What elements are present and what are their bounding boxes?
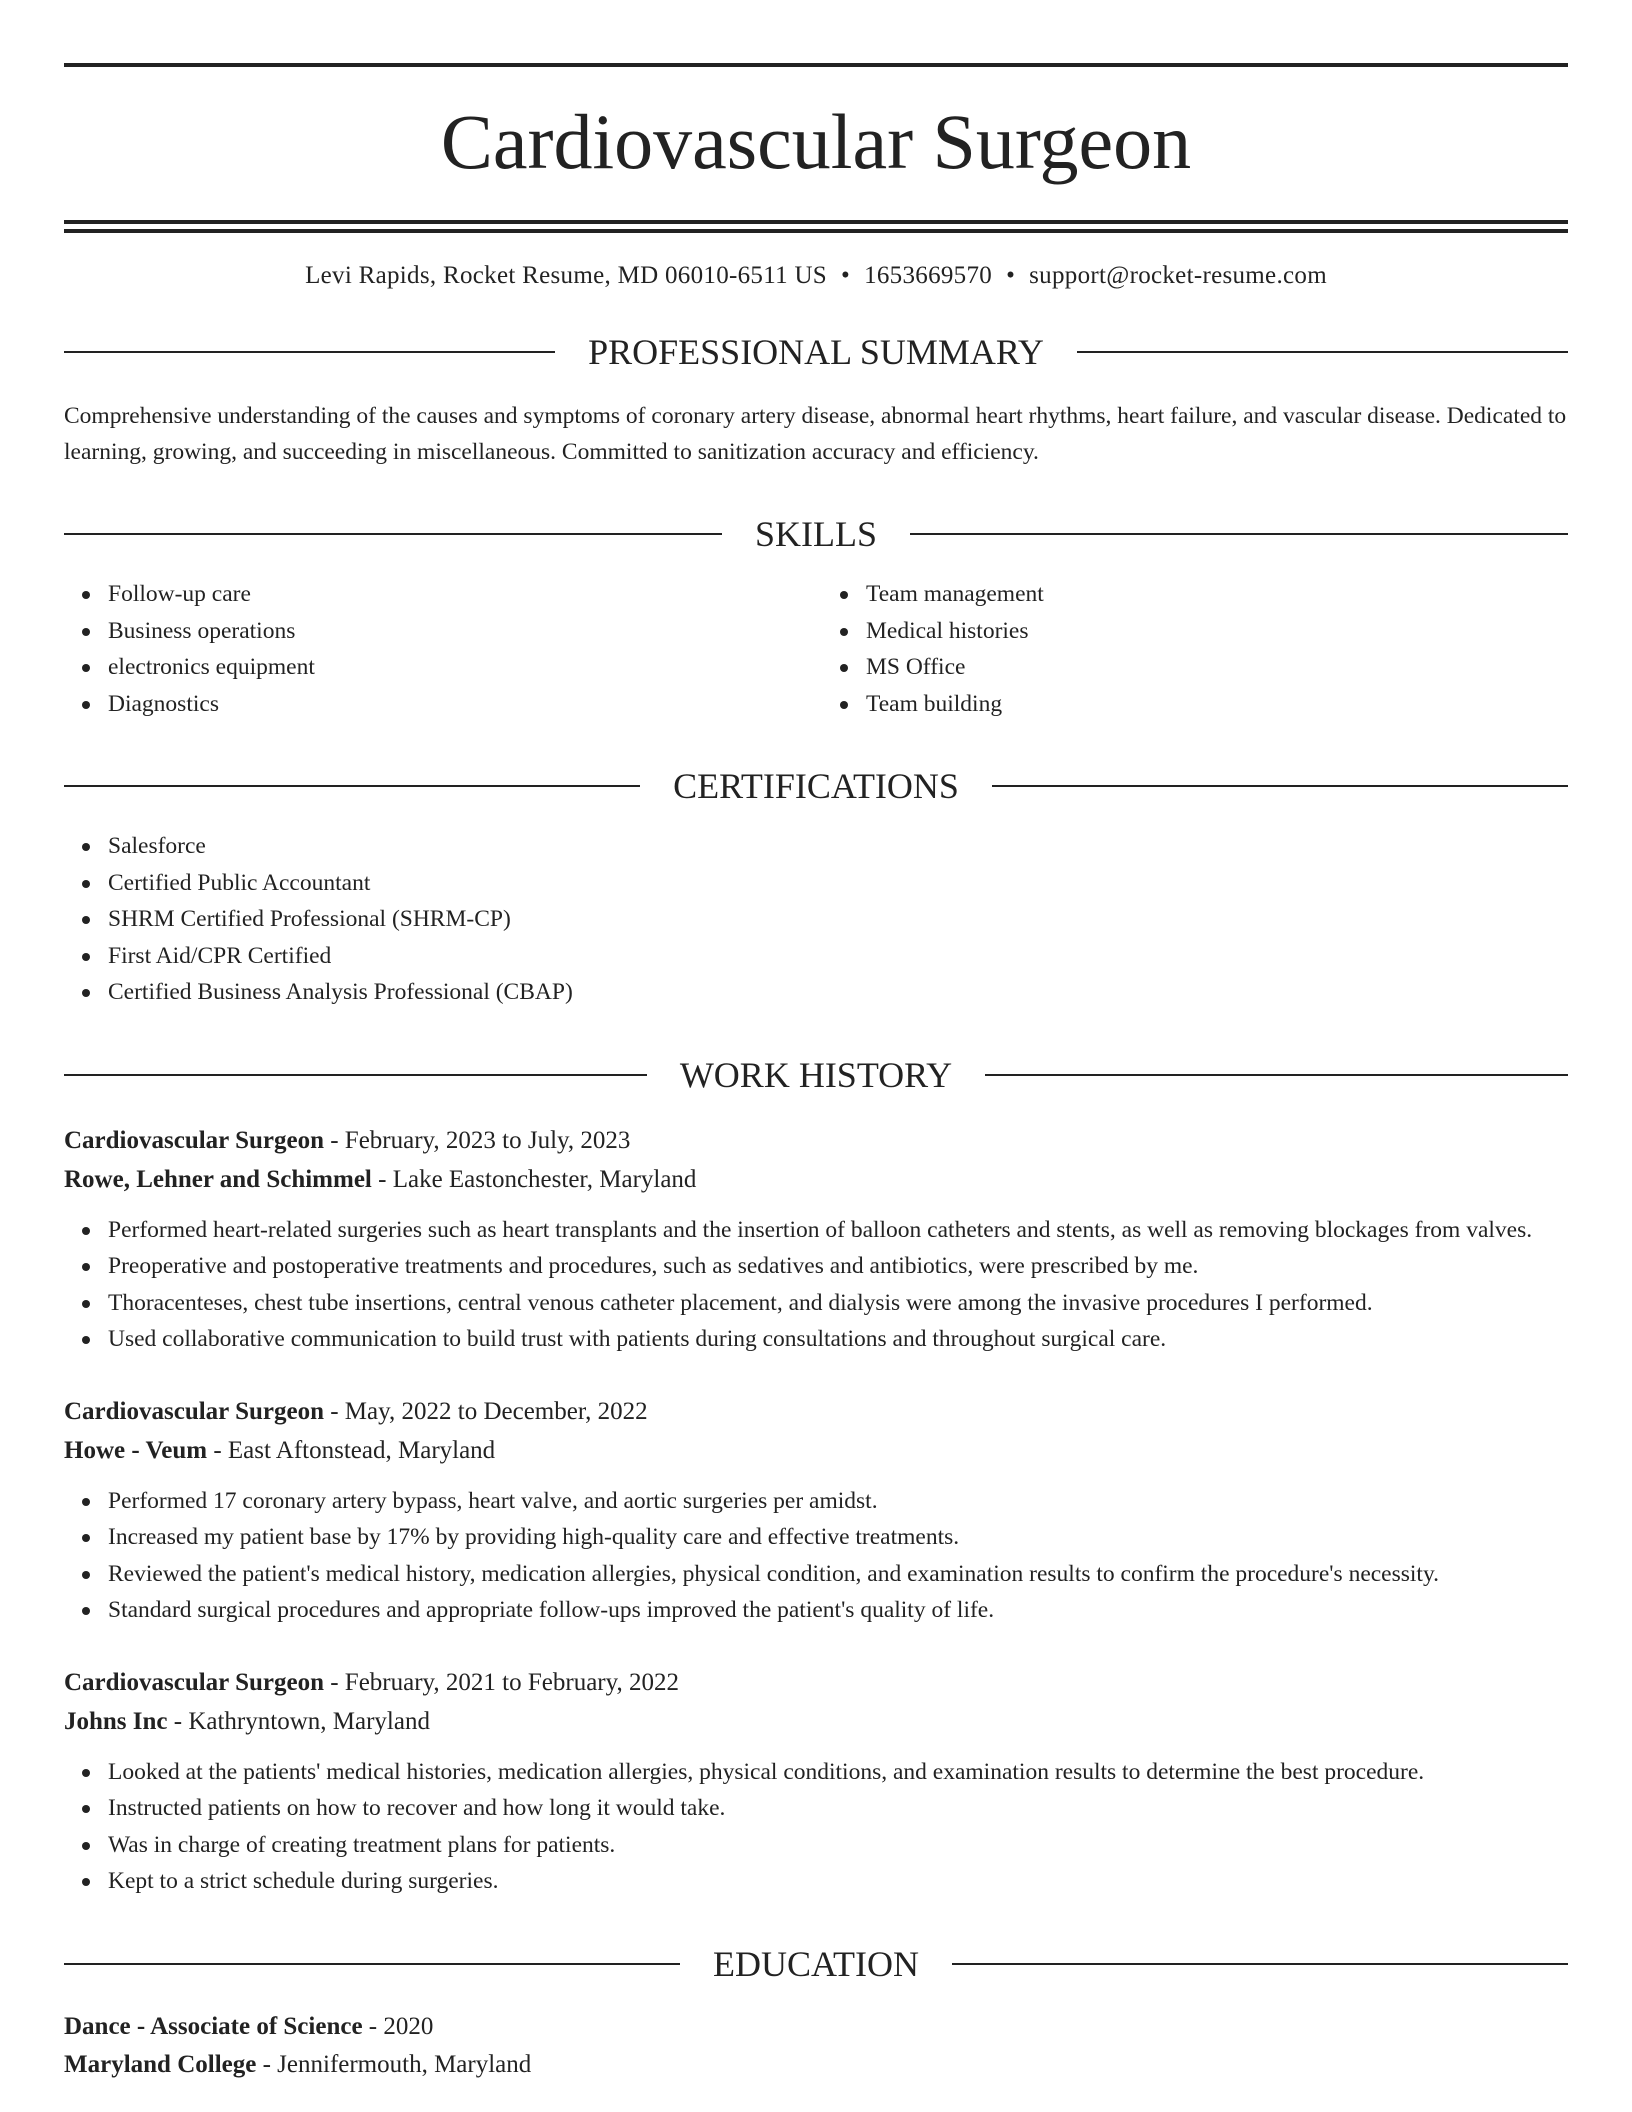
job-bullet: Preoperative and postoperative treatments and procedures, such as sedatives and antibiotics, were prescribed by me. [108,1248,1568,1285]
skills-list-left [64,576,810,722]
section-title: PROFESSIONAL SUMMARY [588,332,1044,372]
education-location: - Jennifermouth, Maryland [256,2050,532,2078]
education-entry [64,2008,1568,2084]
job-dates: - May, 2022 to December, 2022 [323,1397,648,1425]
contact-email: support@rocket-resume.com [1029,262,1327,289]
contact-line [64,263,1568,288]
heading-rule [64,533,722,535]
job-entry [64,1663,1568,1900]
heading-rule [64,351,555,353]
certification-item: Salesforce [108,828,1568,865]
job-company: Howe - Veum [64,1436,208,1464]
education-degree: Dance - Associate of Science [64,2012,363,2040]
education-school: Maryland College [64,2050,257,2078]
section-heading-summary [64,334,1568,370]
job-company: Rowe, Lehner and Schimmel [64,1165,372,1193]
section-title: CERTIFICATIONS [673,766,959,806]
section-heading-work-history [64,1054,1568,1095]
job-bullet: Thoracenteses, chest tube insertions, central venous catheter placement, and dialysis were among the invasive procedures I performed. [108,1285,1568,1322]
section-heading-education [64,1943,1568,1984]
skill-item: Business operations [108,613,810,650]
job-title: Cardiovascular Surgeon [64,1126,324,1154]
job-title-line [64,1392,1568,1431]
job-title-line [64,1121,1568,1160]
job-entry [64,1121,1568,1358]
job-company-line [64,1702,1568,1741]
job-bullet: Standard surgical procedures and appropriate follow-ups improved the patient's quality of life. [108,1592,1568,1629]
contact-separator: • [841,262,851,289]
job-location: - Kathryntown, Maryland [167,1707,430,1735]
summary-text: Comprehensive understanding of the causes and symptoms of coronary artery disease, abnormal heart rhythms, heart failure, and vascular disease. Dedicated to learning, growing, and succeeding in miscellaneous. Committed to sanitization accuracy and efficiency. [64,403,1567,465]
skill-item: MS Office [866,649,1568,686]
job-bullet: Looked at the patients' medical histories, medication allergies, physical conditions, and examination results to determine the best procedure. [108,1754,1568,1791]
job-bullet: Instructed patients on how to recover and how long it would take. [108,1790,1568,1827]
contact-address: Levi Rapids, Rocket Resume, MD 06010-6511 US [305,262,828,289]
job-company-line [64,1160,1568,1199]
job-entry [64,1392,1568,1629]
job-company-line [64,1431,1568,1470]
job-title-line [64,1663,1568,1702]
heading-rule [985,1074,1568,1076]
heading-rule [952,1963,1568,1965]
section-heading-skills [64,516,1568,552]
section-title: SKILLS [755,514,878,554]
job-bullet: Used collaborative communication to build trust with patients during consultations and throughout surgical care. [108,1321,1568,1358]
education-school-line [64,2046,1568,2084]
skill-item: Team management [866,576,1568,613]
certification-item: First Aid/CPR Certified [108,938,1568,975]
job-bullets [64,1483,1568,1629]
job-company: Johns Inc [64,1707,168,1735]
certification-item: Certified Public Accountant [108,865,1568,902]
heading-rule [910,533,1568,535]
certification-item: Certified Business Analysis Professional (CBAP) [108,974,1568,1011]
skill-item: electronics equipment [108,649,810,686]
title-double-rule [64,220,1568,233]
job-location: - Lake Eastonchester, Maryland [371,1165,697,1193]
education-degree-line [64,2008,1568,2046]
job-bullet: Was in charge of creating treatment plans for patients. [108,1827,1568,1864]
section-title: WORK HISTORY [679,1054,953,1095]
job-bullet: Performed heart-related surgeries such as heart transplants and the insertion of balloon catheters and stents, as well as removing blockages from valves. [108,1212,1568,1249]
job-bullets [64,1212,1568,1358]
job-title: Cardiovascular Surgeon [64,1397,324,1425]
heading-rule [992,785,1568,787]
section-title: EDUCATION [713,1943,919,1984]
job-title: Cardiovascular Surgeon [64,1668,324,1696]
skill-item: Team building [866,686,1568,723]
certification-item: SHRM Certified Professional (SHRM-CP) [108,901,1568,938]
job-location: - East Aftonstead, Maryland [207,1436,496,1464]
section-heading-certifications [64,768,1568,804]
job-bullet: Increased my patient base by 17% by providing high-quality care and effective treatments. [108,1519,1568,1556]
certifications-list [64,828,1568,1011]
job-bullet: Performed 17 coronary artery bypass, heart valve, and aortic surgeries per amidst. [108,1483,1568,1520]
job-bullets [64,1754,1568,1900]
skill-item: Diagnostics [108,686,810,723]
skill-item: Follow-up care [108,576,810,613]
heading-rule [64,1963,680,1965]
page-title: Cardiovascular Surgeon [440,98,1192,185]
job-bullet: Kept to a strict schedule during surgeries. [108,1863,1568,1900]
contact-separator: • [1006,262,1016,289]
skill-item: Medical histories [866,613,1568,650]
education-year: - 2020 [362,2012,434,2040]
top-rule [64,63,1568,67]
contact-phone: 1653669570 [864,262,993,289]
heading-rule [64,1074,647,1076]
job-dates: - February, 2023 to July, 2023 [323,1126,631,1154]
heading-rule [64,785,640,787]
job-dates: - February, 2021 to February, 2022 [323,1668,680,1696]
skills-grid [64,576,1568,722]
heading-rule [1077,351,1568,353]
job-bullet: Reviewed the patient's medical history, medication allergies, physical condition, and examination results to confirm the procedure's necessity. [108,1556,1568,1593]
skills-list-right [810,576,1568,722]
